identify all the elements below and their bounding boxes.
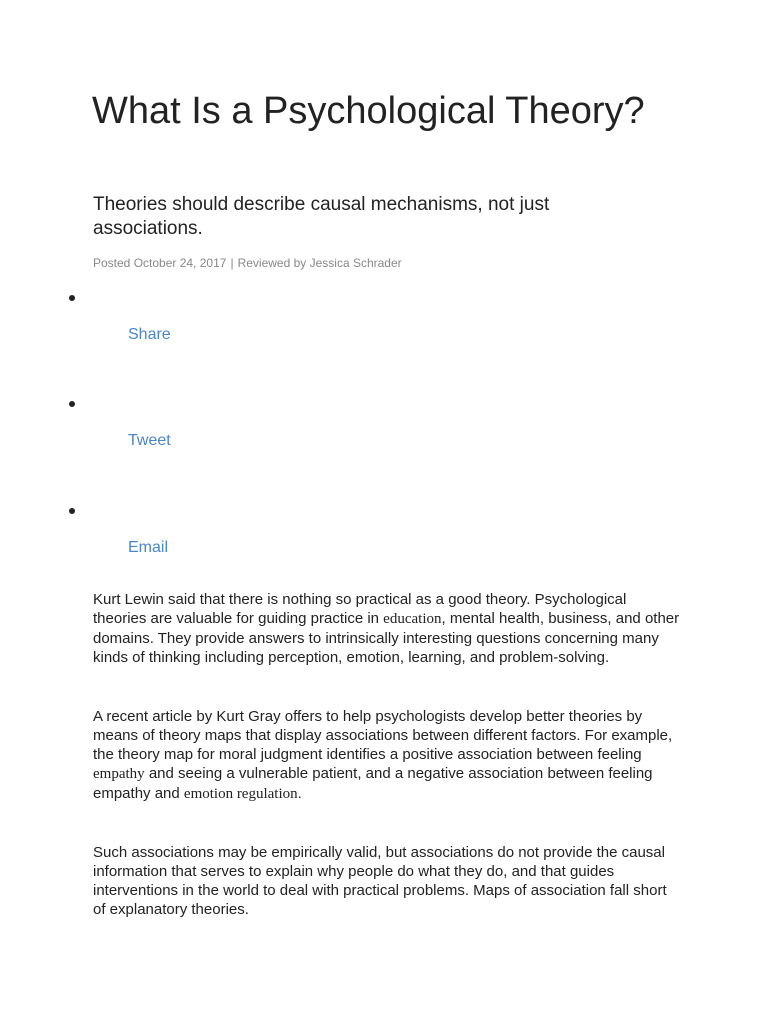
paragraph-text: . <box>297 785 302 802</box>
meta-separator: | <box>230 256 234 270</box>
share-link[interactable]: Share <box>128 326 171 343</box>
body-paragraph-3: Such associations may be empirically valid, but associations do not provide the causal information that serves to explain why people do what they do, and that guides interventions in the world to deal with practical problems. Maps of association fall short of explanatory theories. <box>93 844 667 918</box>
list-bullet <box>69 295 75 301</box>
share-item-share <box>0 290 300 370</box>
list-bullet <box>69 401 75 407</box>
body-paragraph-2 <box>93 707 683 804</box>
education-link[interactable]: education <box>383 611 442 627</box>
body-paragraph-1 <box>93 590 683 667</box>
reviewer: Reviewed by Jessica Schrader <box>237 256 402 270</box>
article-subtitle: Theories should describe causal mechanisms, not just associations. <box>93 194 550 239</box>
page-title: What Is a Psychological Theory? <box>92 90 645 132</box>
emotion-regulation-link[interactable]: emotion regulation <box>183 786 298 802</box>
share-item-email <box>0 503 300 583</box>
paragraph-text: A recent article by Kurt Gray offers to help psychologists develop better theories by means of theory maps that display associations between different factors. For example, the theory map for moral judgment identifies a positive association between feeling <box>93 708 673 763</box>
article-meta <box>93 255 402 271</box>
paragraph-text: and seeing a vulnerable patient, and a negative association between feeling empathy and <box>93 765 653 802</box>
share-item-tweet <box>0 396 300 476</box>
tweet-link[interactable]: Tweet <box>128 432 171 449</box>
paragraph-text: , mental health, business, and other domains. They provide answers to intrinsically interesting questions concerning many kinds of thinking including perception, emotion, learning, and problem-solving. <box>93 610 680 666</box>
empathy-link[interactable]: empathy <box>93 766 145 782</box>
paragraph-text: Kurt Lewin said that there is nothing so practical as a good theory. Psychological theories are valuable for guiding practice in <box>93 591 627 627</box>
posted-date: Posted October 24, 2017 <box>93 256 227 270</box>
list-bullet <box>69 508 75 514</box>
email-link[interactable]: Email <box>128 539 169 556</box>
